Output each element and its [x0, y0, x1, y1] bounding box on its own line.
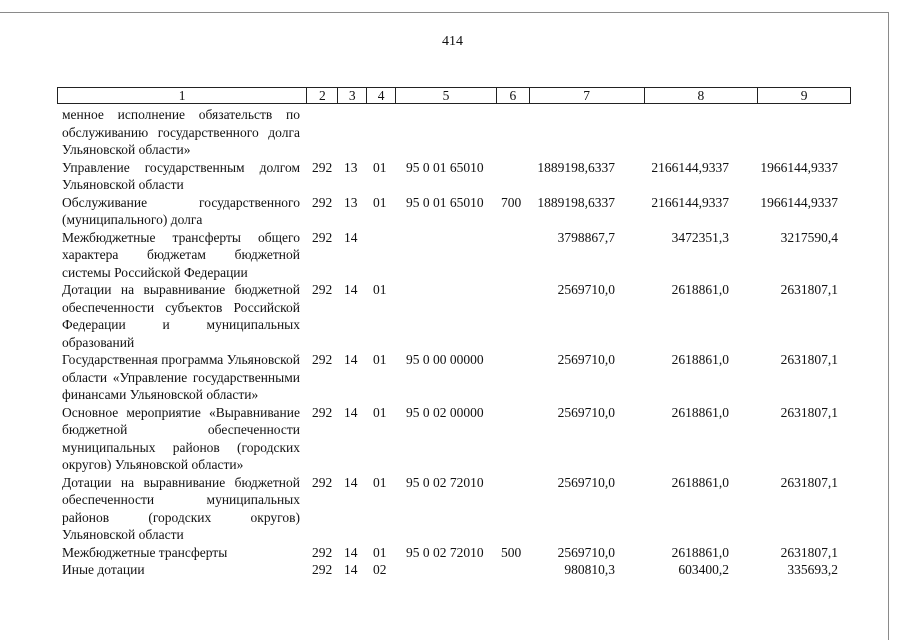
column-header-8: 8 — [644, 88, 758, 103]
cell-col-2: 292 — [312, 229, 333, 245]
row-name: Межбюджетные трансферты — [62, 544, 228, 560]
cell-col-2: 292 — [312, 159, 333, 175]
cell-col-9: 2631807,1 — [780, 282, 838, 297]
cell-col-7: 1889198,6337 — [537, 159, 615, 175]
page-frame-right-border — [888, 12, 889, 640]
cell-col-4: 01 — [373, 474, 387, 490]
table-row — [62, 159, 852, 194]
column-header-3: 3 — [337, 88, 366, 103]
cell-col-8: 2618861,0 — [671, 352, 729, 367]
column-header-4: 4 — [366, 88, 395, 103]
cell-col-2: 292 — [312, 544, 333, 560]
row-name: Основное мероприятие «Выравнивание бюджетной обеспеченности муниципальных районов (городских округов) Ульяновской области» — [62, 404, 300, 472]
page-frame-top-border — [0, 12, 889, 13]
cell-col-3: 14 — [344, 474, 358, 490]
table-header-row — [57, 87, 851, 104]
cell-col-8: 2618861,0 — [671, 282, 729, 297]
cell-col-4: 01 — [373, 544, 387, 560]
table-row — [62, 106, 852, 159]
row-name: Обслуживание государственного (муниципального) долга — [62, 194, 300, 227]
table-body — [62, 106, 852, 579]
cell-col-3: 13 — [344, 194, 358, 210]
cell-col-9: 1966144,9337 — [760, 194, 838, 210]
cell-col-9: 1966144,9337 — [760, 159, 838, 175]
cell-col-2: 292 — [312, 404, 333, 420]
row-name: Межбюджетные трансферты общего характера бюджетам бюджетной системы Российской Федерации — [62, 229, 300, 280]
cell-col-2: 292 — [312, 474, 333, 490]
cell-col-7: 2569710,0 — [557, 352, 615, 367]
cell-col-9: 2631807,1 — [780, 404, 838, 420]
table-row — [62, 474, 852, 544]
column-header-5: 5 — [395, 88, 496, 103]
cell-col-7: 2569710,0 — [557, 474, 615, 490]
cell-col-7: 2569710,0 — [557, 282, 615, 297]
cell-col-7: 3798867,7 — [557, 229, 615, 245]
cell-col-7: 1889198,6337 — [537, 194, 615, 210]
cell-col-3: 14 — [344, 352, 358, 367]
cell-col-8: 2166144,9337 — [651, 159, 729, 175]
column-header-7: 7 — [529, 88, 644, 103]
cell-col-4: 01 — [373, 352, 387, 367]
table-row — [62, 404, 852, 474]
page-number: 414 — [442, 34, 463, 49]
cell-col-9: 3217590,4 — [780, 229, 838, 245]
cell-col-3: 14 — [344, 562, 358, 577]
table-row — [62, 194, 852, 229]
cell-col-8: 2618861,0 — [671, 404, 729, 420]
column-header-6: 6 — [496, 88, 529, 103]
cell-col-5: 95 0 01 65010 — [406, 194, 484, 210]
column-header-9: 9 — [757, 88, 850, 103]
column-header-2: 2 — [306, 88, 337, 103]
cell-col-5: 95 0 01 65010 — [406, 159, 484, 175]
cell-col-7: 2569710,0 — [557, 544, 615, 560]
row-name: Дотации на выравнивание бюджетной обеспеченности муниципальных районов (городских округов) Ульяновской области — [62, 474, 300, 542]
cell-col-7: 2569710,0 — [557, 404, 615, 420]
cell-col-2: 292 — [312, 562, 333, 577]
column-header-1: 1 — [178, 88, 186, 103]
row-name: Дотации на выравнивание бюджетной обеспеченности субъектов Российской Федерации и муниципальных образований — [62, 282, 300, 350]
cell-col-8: 603400,2 — [678, 562, 729, 577]
cell-col-5: 95 0 02 72010 — [406, 544, 484, 560]
row-name: Государственная программа Ульяновской области «Управление государственными финансами Ульяновской области» — [62, 352, 300, 402]
cell-col-9: 2631807,1 — [780, 544, 838, 560]
cell-col-8: 2618861,0 — [671, 544, 729, 560]
cell-col-4: 01 — [373, 194, 387, 210]
cell-col-2: 292 — [312, 194, 333, 210]
cell-col-4: 01 — [373, 282, 387, 297]
cell-col-8: 3472351,3 — [671, 229, 729, 245]
cell-col-3: 13 — [344, 159, 358, 175]
cell-col-3: 14 — [344, 229, 358, 245]
table-row — [62, 229, 852, 282]
table-row — [62, 561, 852, 579]
cell-col-8: 2166144,9337 — [651, 194, 729, 210]
cell-col-9: 2631807,1 — [780, 474, 838, 490]
cell-col-3: 14 — [344, 404, 358, 420]
cell-col-3: 14 — [344, 282, 358, 297]
cell-col-6: 500 — [501, 544, 522, 560]
table-row — [62, 281, 852, 351]
cell-col-6: 700 — [501, 194, 522, 210]
cell-col-5: 95 0 00 00000 — [406, 352, 484, 367]
cell-col-3: 14 — [344, 544, 358, 560]
cell-col-4: 01 — [373, 159, 387, 175]
cell-col-4: 02 — [373, 562, 387, 577]
row-name: менное исполнение обязательств по обслуживанию государственного долга Ульяновской области» — [62, 107, 300, 157]
cell-col-4: 01 — [373, 404, 387, 420]
table-row — [62, 544, 852, 562]
cell-col-5: 95 0 02 00000 — [406, 404, 484, 420]
row-name: Управление государственным долгом Ульяновской области — [62, 159, 300, 192]
cell-col-8: 2618861,0 — [671, 474, 729, 490]
cell-col-9: 2631807,1 — [780, 352, 838, 367]
cell-col-2: 292 — [312, 352, 333, 367]
cell-col-2: 292 — [312, 282, 333, 297]
table-row — [62, 351, 852, 404]
cell-col-5: 95 0 02 72010 — [406, 474, 484, 490]
row-name: Иные дотации — [62, 562, 145, 577]
cell-col-7: 980810,3 — [564, 562, 615, 577]
cell-col-9: 335693,2 — [787, 562, 838, 577]
